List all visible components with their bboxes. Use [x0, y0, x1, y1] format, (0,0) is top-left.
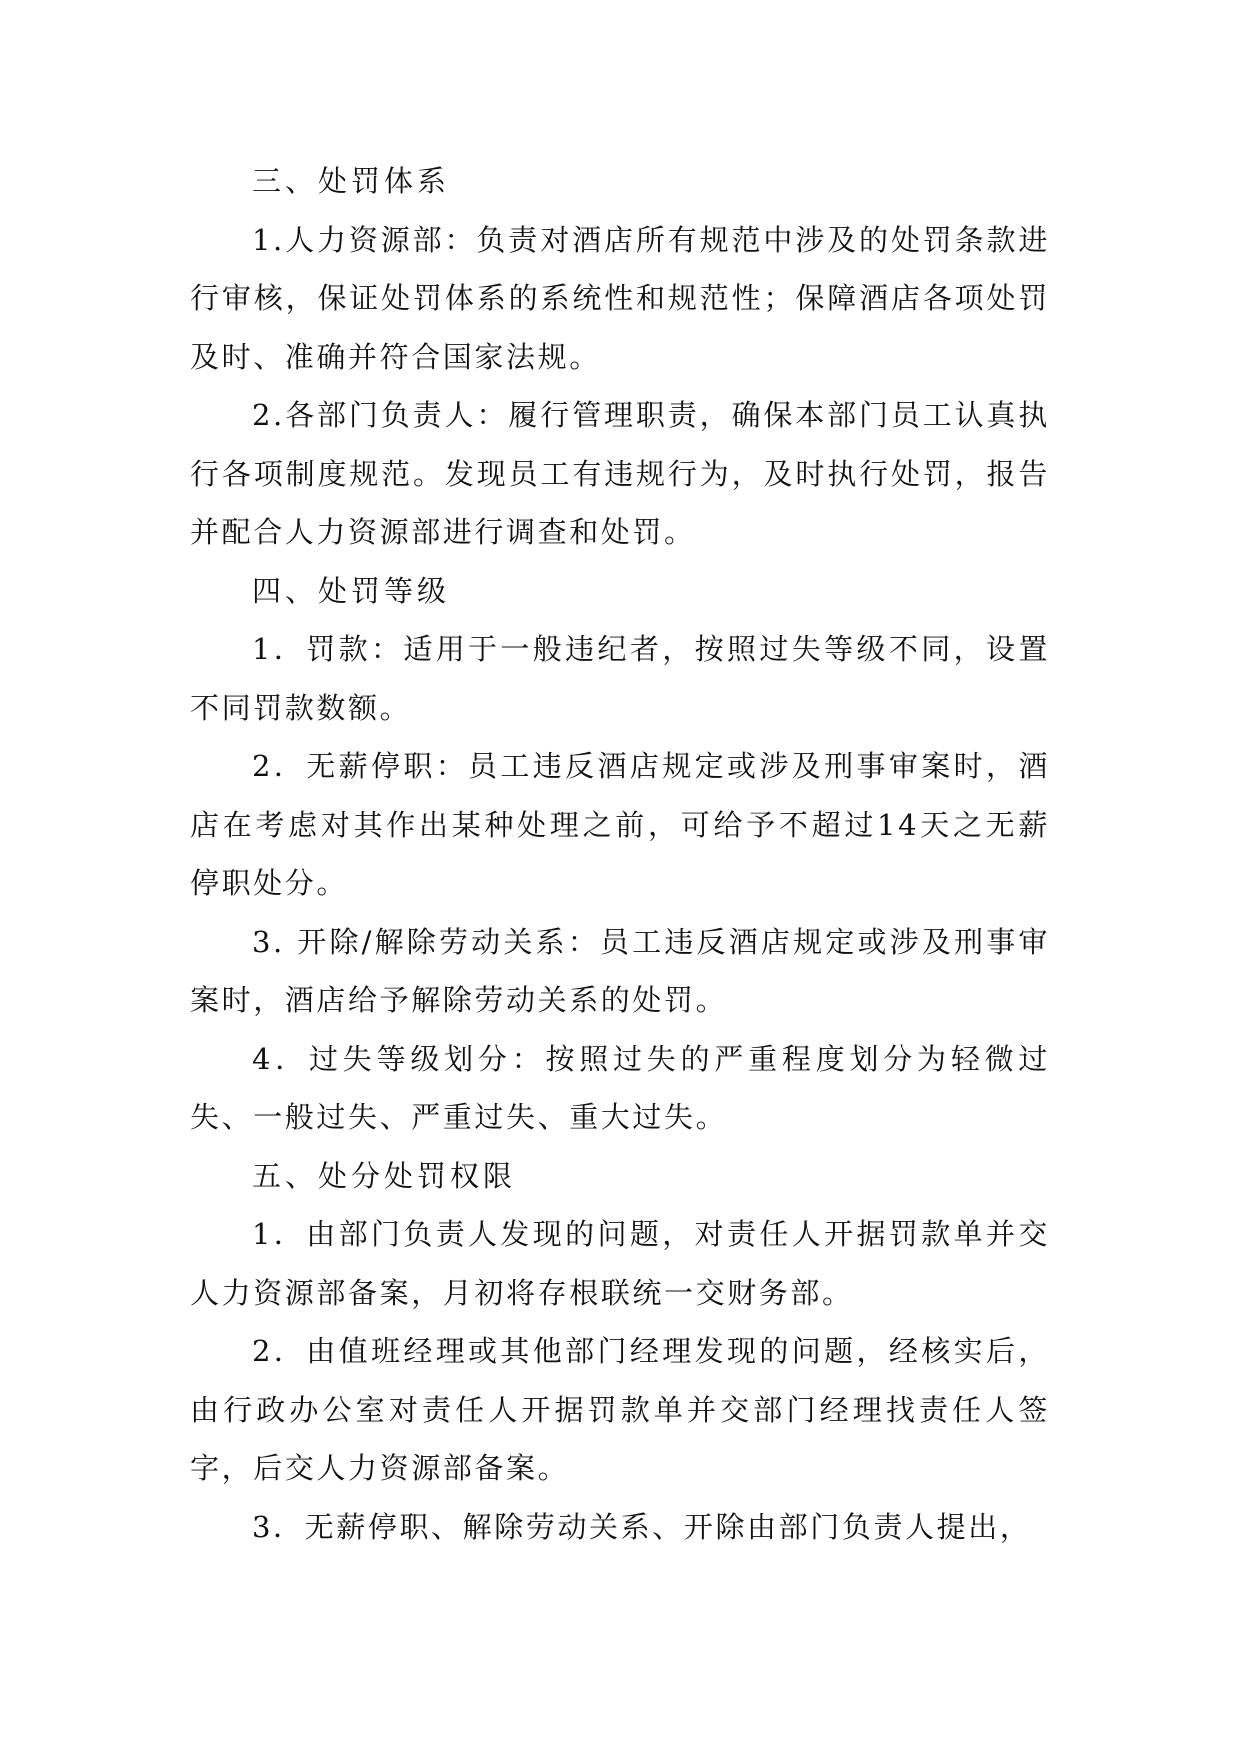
- paragraph-authority-suspension-dismissal: 3．无薪停职、解除劳动关系、开除由部门负责人提出，: [252, 1509, 1032, 1544]
- document-page: [190, 152, 1050, 1556]
- paragraph-authority-duty-manager: 2．由值班经理或其他部门经理发现的问题，经核实后，由行政办公室对责任人开据罚款单并交部门经理找责任人签字，后交人力资源部备案。: [190, 1334, 1050, 1485]
- section-heading-penalty-system: 三、处罚体系: [252, 164, 451, 198]
- paragraph-department-heads-duty: 2.各部门负责人：履行管理职责，确保本部门员工认真执行各项制度规范。发现员工有违规行为，及时执行处罚，报告并配合人力资源部进行调查和处罚。: [190, 398, 1050, 549]
- paragraph-dismissal: 3. 开除/解除劳动关系：员工违反酒店规定或涉及刑事审案时，酒店给予解除劳动关系的处罚。: [190, 924, 1050, 1017]
- paragraph-authority-department-head: 1．由部门负责人发现的问题，对责任人开据罚款单并交人力资源部备案，月初将存根联统一交财务部。: [190, 1217, 1050, 1310]
- section-heading-penalty-levels: 四、处罚等级: [252, 573, 451, 608]
- paragraph-unpaid-suspension: 2．无薪停职：员工违反酒店规定或涉及刑事审案时，酒店在考虑对其作出某种处理之前，可给予不超过14天之无薪停职处分。: [190, 749, 1050, 900]
- paragraph-fault-classification: 4．过失等级划分：按照过失的严重程度划分为轻微过失、一般过失、严重过失、重大过失。: [190, 1041, 1050, 1134]
- paragraph-fine: 1．罚款：适用于一般违纪者，按照过失等级不同，设置不同罚款数额。: [190, 632, 1050, 725]
- paragraph-hr-department-duty: 1.人力资源部：负责对酒店所有规范中涉及的处罚条款进行审核，保证处罚体系的系统性和规范性；保障酒店各项处罚及时、准确并符合国家法规。: [190, 222, 1050, 374]
- section-heading-penalty-authority: 五、处分处罚权限: [252, 1158, 517, 1193]
